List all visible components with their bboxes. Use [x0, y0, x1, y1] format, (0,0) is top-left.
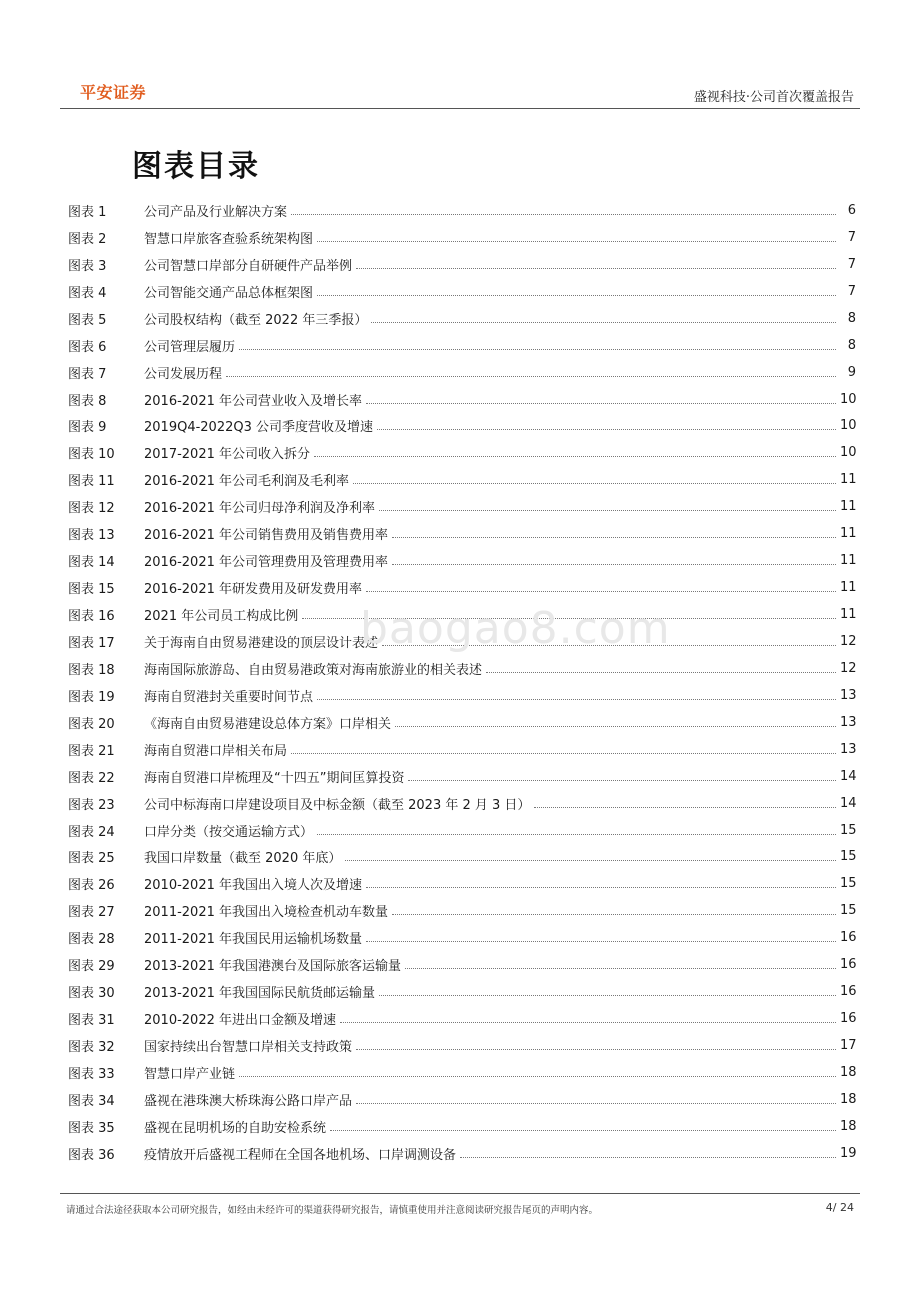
toc-entry-title[interactable]: 我国口岸数量（截至 2020 年底） — [144, 851, 342, 867]
toc-entry[interactable] — [68, 466, 856, 493]
toc-entry-title[interactable]: 关于海南自由贸易港建设的顶层设计表述 — [144, 635, 379, 651]
toc-entry[interactable] — [68, 1140, 856, 1167]
toc-entry-label: 图表 18 — [68, 662, 115, 678]
toc-entry[interactable] — [68, 197, 856, 224]
toc-entry[interactable] — [68, 763, 856, 790]
toc-entry[interactable] — [68, 359, 856, 386]
toc-entry-label: 图表 7 — [68, 366, 107, 382]
toc-dot-leader — [379, 510, 836, 511]
toc-dot-leader — [317, 699, 836, 700]
toc-entry[interactable] — [68, 547, 856, 574]
toc-entry-title[interactable]: 2017-2021 年公司收入拆分 — [144, 447, 310, 463]
toc-entry-page[interactable]: 16 — [840, 930, 857, 946]
toc-entry-page[interactable]: 10 — [840, 445, 857, 461]
toc-entry-page[interactable]: 10 — [840, 418, 857, 434]
toc-entry-title[interactable]: 海南国际旅游岛、自由贸易港政策对海南旅游业的相关表述 — [144, 662, 483, 678]
toc-entry-title[interactable]: 2011-2021 年我国民用运输机场数量 — [144, 932, 362, 948]
toc-entry-title[interactable]: 海南自贸港封关重要时间节点 — [144, 689, 314, 705]
toc-entry-title[interactable]: 2016-2021 年公司毛利润及毛利率 — [144, 474, 349, 490]
toc-entry-label: 图表 30 — [68, 986, 115, 1002]
toc-entry-label: 图表 3 — [68, 258, 107, 274]
toc-entry[interactable] — [68, 951, 856, 978]
toc-entry-title[interactable]: 2011-2021 年我国出入境检查机动车数量 — [144, 905, 388, 921]
toc-entry-label: 图表 13 — [68, 528, 115, 544]
toc-entry[interactable] — [68, 628, 856, 655]
toc-dot-leader — [353, 483, 836, 484]
toc-dot-leader — [314, 456, 836, 457]
toc-dot-leader — [356, 1103, 836, 1104]
toc-entry[interactable] — [68, 386, 856, 413]
toc-entry[interactable] — [68, 655, 856, 682]
toc-entry-title[interactable]: 2021 年公司员工构成比例 — [144, 609, 299, 625]
toc-dot-leader — [392, 564, 836, 565]
toc-entry[interactable] — [68, 520, 856, 547]
toc-entry-label: 图表 32 — [68, 1040, 115, 1056]
toc-entry-page[interactable]: 16 — [840, 957, 857, 973]
toc-entry-label: 图表 12 — [68, 501, 115, 517]
toc-entry-label: 图表 24 — [68, 824, 115, 840]
toc-entry-page[interactable]: 7 — [847, 229, 856, 245]
toc-dot-leader — [356, 268, 836, 269]
toc-entry-title[interactable]: 盛视在昆明机场的自助安检系统 — [144, 1120, 327, 1136]
toc-dot-leader — [317, 834, 836, 835]
toc-entry-page[interactable]: 8 — [847, 337, 856, 353]
toc-entry-title[interactable]: 国家持续出台智慧口岸相关支持政策 — [144, 1040, 353, 1056]
toc-entry-title[interactable]: 公司股权结构（截至 2022 年三季报） — [144, 312, 368, 328]
toc-entry-page[interactable]: 15 — [840, 903, 857, 919]
toc-entry-label: 图表 2 — [68, 231, 107, 247]
toc-entry-label: 图表 33 — [68, 1066, 115, 1082]
ping-an-securities-logo: 平安证券 — [80, 83, 147, 102]
toc-dot-leader — [226, 376, 836, 377]
toc-entry-title[interactable]: 2013-2021 年我国港澳台及国际旅客运输量 — [144, 959, 401, 975]
toc-entry-page[interactable]: 7 — [847, 256, 856, 272]
toc-entry[interactable] — [68, 897, 856, 924]
toc-entry[interactable] — [68, 844, 856, 871]
toc-dot-leader — [392, 537, 836, 538]
toc-entry-page[interactable]: 14 — [840, 768, 857, 784]
toc-entry-title[interactable]: 2013-2021 年我国国际民航货邮运输量 — [144, 986, 375, 1002]
page-header — [60, 78, 860, 109]
toc-entry-label: 图表 16 — [68, 609, 115, 625]
page-number: 4/ 24 — [825, 1201, 854, 1214]
toc-entry-label: 图表 28 — [68, 932, 115, 948]
page-footer — [60, 1193, 860, 1224]
toc-entry-title[interactable]: 疫情放开后盛视工程师在全国各地机场、口岸调测设备 — [144, 1147, 457, 1163]
toc-entry-title[interactable]: 公司发展历程 — [144, 366, 223, 382]
toc-entry-page[interactable]: 11 — [840, 580, 857, 596]
toc-entry-label: 图表 36 — [68, 1147, 115, 1163]
toc-entry[interactable] — [68, 413, 856, 440]
toc-entry-title[interactable]: 公司管理层履历 — [144, 339, 236, 355]
toc-entry[interactable] — [68, 1086, 856, 1113]
toc-dot-leader — [486, 672, 836, 673]
toc-entry[interactable] — [68, 709, 856, 736]
toc-entry-title[interactable]: 海南自贸港口岸相关布局 — [144, 743, 288, 759]
toc-entry-page[interactable]: 18 — [840, 1118, 857, 1134]
toc-entry[interactable] — [68, 251, 856, 278]
toc-dot-leader — [366, 887, 836, 888]
toc-entry[interactable] — [68, 790, 856, 817]
toc-entry-title[interactable]: 2016-2021 年公司管理费用及管理费用率 — [144, 555, 388, 571]
toc-entry[interactable] — [68, 493, 856, 520]
toc-entry-label: 图表 19 — [68, 689, 115, 705]
toc-entry-label: 图表 26 — [68, 878, 115, 894]
toc-dot-leader — [395, 726, 836, 727]
toc-entry-title[interactable]: 公司智能交通产品总体框架图 — [144, 285, 314, 301]
toc-entry[interactable] — [68, 1059, 856, 1086]
toc-entry-page[interactable]: 16 — [840, 984, 857, 1000]
toc-dot-leader — [534, 807, 836, 808]
toc-entry-title[interactable]: 2019Q4-2022Q3 公司季度营收及增速 — [144, 420, 373, 436]
toc-entry-label: 图表 15 — [68, 582, 115, 598]
toc-dot-leader — [302, 618, 836, 619]
toc-entry-label: 图表 4 — [68, 285, 107, 301]
toc-entry-page[interactable]: 19 — [840, 1145, 857, 1161]
toc-entry[interactable] — [68, 332, 856, 359]
toc-entry-label: 图表 27 — [68, 905, 115, 921]
toc-entry-label: 图表 5 — [68, 312, 107, 328]
toc-title: 图表目录 — [132, 149, 260, 184]
toc-dot-leader — [239, 1076, 836, 1077]
toc-entry-label: 图表 23 — [68, 797, 115, 813]
toc-entry-label: 图表 1 — [68, 204, 107, 220]
toc-entry-page[interactable]: 16 — [840, 1011, 857, 1027]
toc-entry-label: 图表 6 — [68, 339, 107, 355]
footer-disclaimer: 请通过合法途径获取本公司研究报告，如经由未经许可的渠道获得研究报告，请慎重使用并注意阅读研究报告尾页的声明内容。 — [66, 1205, 599, 1216]
toc-entry-page[interactable]: 13 — [840, 714, 857, 730]
toc-dot-leader — [330, 1130, 836, 1131]
toc-entry-title[interactable]: 2016-2021 年公司销售费用及销售费用率 — [144, 528, 388, 544]
toc-entry-page[interactable]: 8 — [847, 310, 856, 326]
toc-dot-leader — [317, 241, 836, 242]
toc-entry-label: 图表 8 — [68, 393, 107, 409]
toc-dot-leader — [356, 1049, 836, 1050]
toc-dot-leader — [366, 941, 836, 942]
toc-dot-leader — [379, 995, 836, 996]
toc-entry-label: 图表 31 — [68, 1013, 115, 1029]
toc-entry-label: 图表 21 — [68, 743, 115, 759]
toc-entry-page[interactable]: 10 — [840, 391, 857, 407]
toc-entry-title[interactable]: 盛视在港珠澳大桥珠海公路口岸产品 — [144, 1093, 353, 1109]
toc-dot-leader — [345, 860, 836, 861]
toc-entry-title[interactable]: 公司产品及行业解决方案 — [144, 204, 288, 220]
toc-entry[interactable] — [68, 305, 856, 332]
toc-entry[interactable] — [68, 601, 856, 628]
toc-dot-leader — [291, 753, 836, 754]
toc-entry-page[interactable]: 12 — [840, 633, 857, 649]
toc-entry-page[interactable]: 11 — [840, 553, 857, 569]
toc-dot-leader — [460, 1157, 836, 1158]
toc-entry[interactable] — [68, 278, 856, 305]
toc-entry-page[interactable]: 14 — [840, 795, 857, 811]
toc-entry[interactable] — [68, 924, 856, 951]
toc-entry-title[interactable]: 智慧口岸产业链 — [144, 1066, 236, 1082]
toc-entry[interactable] — [68, 1032, 856, 1059]
toc-entry-page[interactable]: 11 — [840, 472, 857, 488]
toc-entry-label: 图表 20 — [68, 716, 115, 732]
toc-entry-title[interactable]: 公司智慧口岸部分自研硬件产品举例 — [144, 258, 353, 274]
toc-entry-page[interactable]: 18 — [840, 1064, 857, 1080]
toc-entry-page[interactable]: 11 — [840, 607, 857, 623]
toc-entry[interactable] — [68, 817, 856, 844]
toc-entry-label: 图表 9 — [68, 420, 107, 436]
toc-dot-leader — [317, 295, 836, 296]
toc-entry-label: 图表 29 — [68, 959, 115, 975]
toc-entry-page[interactable]: 6 — [847, 202, 856, 218]
toc-entry[interactable] — [68, 978, 856, 1005]
toc-entry[interactable] — [68, 574, 856, 601]
toc-entry-label: 图表 35 — [68, 1120, 115, 1136]
toc-entry-title[interactable]: 《海南自由贸易港建设总体方案》口岸相关 — [144, 716, 392, 732]
toc-entry-page[interactable]: 13 — [840, 687, 857, 703]
toc-entry-title[interactable]: 海南自贸港口岸梳理及“十四五”期间匡算投资 — [144, 770, 405, 786]
toc-entry-page[interactable]: 11 — [840, 526, 857, 542]
toc-entry-title[interactable]: 2010-2021 年我国出入境人次及增速 — [144, 878, 362, 894]
watermark: baogao8.com — [360, 603, 671, 654]
report-title: 盛视科技·公司首次覆盖报告 — [693, 90, 854, 105]
toc-entry-label: 图表 10 — [68, 447, 115, 463]
toc-entry-page[interactable]: 12 — [840, 660, 857, 676]
toc-entry-label: 图表 11 — [68, 474, 115, 490]
toc-entry-page[interactable]: 13 — [840, 741, 857, 757]
toc-entry-page[interactable]: 7 — [847, 283, 856, 299]
toc-dot-leader — [366, 591, 836, 592]
toc-dot-leader — [371, 322, 836, 323]
toc-entry-page[interactable]: 15 — [840, 822, 857, 838]
toc-entry-title[interactable]: 2016-2021 年研发费用及研发费用率 — [144, 582, 362, 598]
toc-entry[interactable] — [68, 682, 856, 709]
toc-entry-label: 图表 17 — [68, 635, 115, 651]
toc-entry-label: 图表 22 — [68, 770, 115, 786]
toc-entry-title[interactable]: 2010-2022 年进出口金额及增速 — [144, 1013, 336, 1029]
toc-dot-leader — [291, 214, 836, 215]
toc-entry-page[interactable]: 17 — [840, 1038, 857, 1054]
toc-entry-label: 图表 25 — [68, 851, 115, 867]
toc-entry-page[interactable]: 11 — [840, 499, 857, 515]
toc-entry-page[interactable]: 18 — [840, 1091, 857, 1107]
toc-dot-leader — [392, 914, 836, 915]
toc-entry-title[interactable]: 公司中标海南口岸建设项目及中标金额（截至 2023 年 2 月 3 日） — [144, 797, 531, 813]
toc-entry-page[interactable]: 9 — [847, 364, 856, 380]
toc-dot-leader — [239, 349, 836, 350]
toc-entry[interactable] — [68, 736, 856, 763]
toc-entry-page[interactable]: 15 — [840, 849, 857, 865]
toc-list — [68, 197, 856, 1167]
toc-entry-label: 图表 14 — [68, 555, 115, 571]
toc-entry-title[interactable]: 2016-2021 年公司归母净利润及净利率 — [144, 501, 375, 517]
toc-dot-leader — [408, 780, 836, 781]
toc-entry-title[interactable]: 口岸分类（按交通运输方式） — [144, 824, 314, 840]
toc-entry-title[interactable]: 2016-2021 年公司营业收入及增长率 — [144, 393, 362, 409]
toc-entry[interactable] — [68, 439, 856, 466]
toc-entry-label: 图表 34 — [68, 1093, 115, 1109]
toc-dot-leader — [405, 968, 836, 969]
toc-dot-leader — [382, 645, 836, 646]
toc-dot-leader — [366, 403, 836, 404]
toc-entry[interactable] — [68, 1005, 856, 1032]
toc-entry-title[interactable]: 智慧口岸旅客查验系统架构图 — [144, 231, 314, 247]
toc-dot-leader — [377, 429, 836, 430]
toc-entry[interactable] — [68, 1113, 856, 1140]
toc-entry[interactable] — [68, 224, 856, 251]
toc-entry-page[interactable]: 15 — [840, 876, 857, 892]
toc-entry[interactable] — [68, 870, 856, 897]
toc-dot-leader — [340, 1022, 836, 1023]
